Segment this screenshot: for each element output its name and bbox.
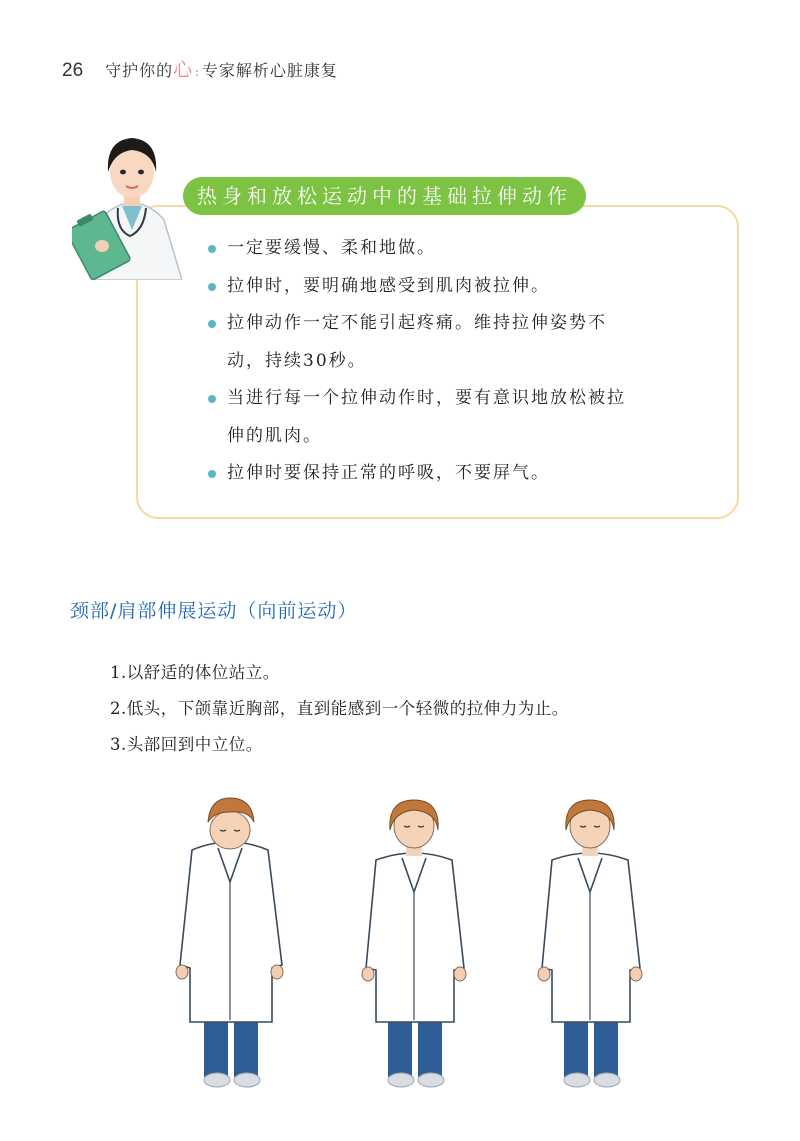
figure-head-down	[160, 790, 310, 1110]
tip-list	[207, 230, 687, 493]
section-heading: 颈部/肩部伸展运动（向前运动）	[70, 600, 358, 622]
running-title-accent: 心	[173, 59, 194, 81]
step-item: 3.头部回到中立位。	[110, 735, 263, 754]
step-list	[110, 655, 569, 763]
tip-item-continuation: 伸的肌肉。	[227, 425, 322, 446]
tip-title: 热身和放松运动中的基础拉伸动作	[183, 177, 586, 215]
tip-item: 拉伸动作一定不能引起疼痛。维持拉伸姿势不	[207, 305, 687, 343]
running-title	[105, 55, 338, 82]
step-item: 2.低头，下颌靠近胸部，直到能感到一个轻微的拉伸力为止。	[110, 699, 569, 718]
tip-item: 拉伸时要保持正常的呼吸，不要屏气。	[207, 455, 687, 493]
doctor-illustration	[72, 120, 192, 280]
figure-neutral-2	[520, 790, 670, 1110]
running-title-suffix: 专家解析心脏康复	[201, 61, 338, 80]
tip-item: 拉伸时，要明确地感受到肌肉被拉伸。	[207, 268, 687, 306]
running-title-separator: :	[195, 66, 200, 79]
running-title-prefix: 守护你的	[105, 61, 174, 80]
tip-item: 当进行每一个拉伸动作时，要有意识地放松被拉	[207, 380, 687, 418]
tip-item: 一定要缓慢、柔和地做。	[207, 230, 687, 268]
tip-item-continuation: 动，持续30秒。	[227, 350, 367, 371]
figure-neutral-1	[344, 790, 494, 1110]
page-header	[62, 55, 338, 85]
page-number: 26	[62, 60, 84, 81]
step-item: 1.以舒适的体位站立。	[110, 663, 280, 682]
